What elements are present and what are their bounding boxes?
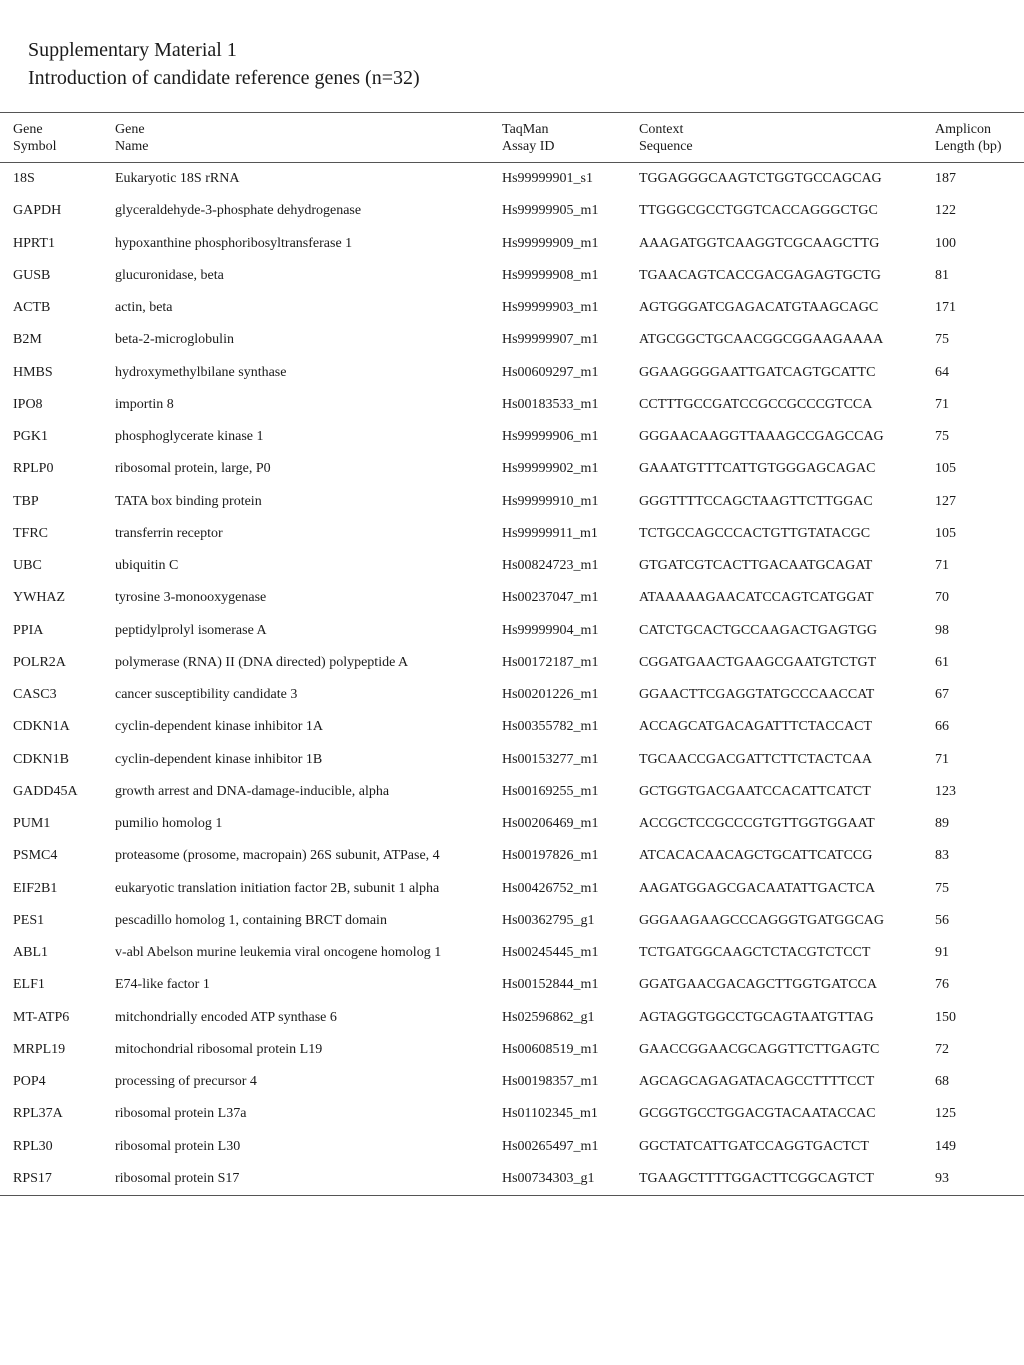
- cell-context-sequence: AGCAGCAGAGATACAGCCTTTTCCT: [639, 1074, 875, 1089]
- cell-context-sequence: ACCAGCATGACAGATTTCTACCACT: [639, 719, 873, 735]
- cell-context-sequence: TTGGGCGCCTGGTCACCAGGGCTGC: [639, 203, 878, 219]
- cell-gene-name: processing of precursor 4: [115, 1074, 257, 1089]
- title-line-1: Supplementary Material 1: [28, 39, 237, 61]
- cell-amplicon-length: 91: [935, 945, 949, 960]
- cell-gene-name: v-abl Abelson murine leukemia viral oncogene homolog 1: [115, 945, 442, 960]
- header-amplicon-length-line1: Amplicon: [935, 122, 991, 137]
- table-row: [0, 389, 1024, 421]
- cell-context-sequence: GTGATCGTCACTTGACAATGCAGAT: [639, 558, 873, 573]
- cell-assay-id: Hs00201226_m1: [502, 687, 599, 702]
- cell-gene-symbol: GAPDH: [13, 203, 62, 219]
- table-row: [0, 228, 1024, 260]
- table-row: [0, 744, 1024, 776]
- cell-amplicon-length: 76: [935, 977, 949, 993]
- table-row: [0, 260, 1024, 292]
- cell-assay-id: Hs99999911_m1: [502, 525, 598, 541]
- cell-context-sequence: CATCTGCACTGCCAAGACTGAGTGG: [639, 622, 878, 638]
- cell-context-sequence: GAACCGGAACGCAGGTTCTTGAGTC: [639, 1041, 880, 1057]
- cell-gene-symbol: RPL37A: [13, 1106, 63, 1122]
- table-row: [0, 937, 1024, 969]
- cell-gene-name: ribosomal protein, large, P0: [115, 461, 271, 477]
- cell-amplicon-length: 149: [935, 1138, 956, 1154]
- header-assay-id-line1: TaqMan: [502, 122, 549, 137]
- cell-context-sequence: TGGAGGGCAAGTCTGGTGCCAGCAG: [639, 171, 882, 186]
- table-bottom-rule: [0, 1195, 1024, 1196]
- cell-gene-name: proteasome (prosome, macropain) 26S subunit, ATPase, 4: [115, 848, 440, 864]
- cell-gene-symbol: UBC: [13, 558, 42, 573]
- cell-gene-symbol: 18S: [13, 171, 35, 186]
- cell-assay-id: Hs00362795_g1: [502, 912, 595, 928]
- cell-gene-name: glucuronidase, beta: [115, 267, 224, 283]
- table-row: [0, 1131, 1024, 1163]
- cell-gene-name: polymerase (RNA) II (DNA directed) polypeptide A: [115, 654, 409, 670]
- cell-context-sequence: GGAAGGGGAATTGATCAGTGCATTC: [639, 364, 876, 380]
- cell-gene-name: peptidylprolyl isomerase A: [115, 622, 267, 638]
- cell-gene-symbol: ACTB: [13, 300, 51, 315]
- cell-gene-name: phosphoglycerate kinase 1: [115, 429, 264, 444]
- table-row: [0, 195, 1024, 227]
- table-row: [0, 1098, 1024, 1130]
- table-row: [0, 582, 1024, 614]
- cell-context-sequence: CCTTTGCCGATCCGCCGCCCGTCCA: [639, 396, 873, 412]
- cell-assay-id: Hs00824723_m1: [502, 558, 599, 573]
- table-row: [0, 518, 1024, 550]
- cell-gene-name: ubiquitin C: [115, 558, 179, 573]
- cell-gene-symbol: YWHAZ: [13, 590, 66, 606]
- cell-assay-id: Hs02596862_g1: [502, 1009, 595, 1025]
- cell-context-sequence: TGAAGCTTTTGGACTTCGGCAGTCT: [639, 1170, 874, 1186]
- cell-context-sequence: AAGATGGAGCGACAATATTGACTCA: [639, 880, 876, 896]
- cell-gene-name: mitchondrially encoded ATP synthase 6: [115, 1009, 337, 1025]
- cell-amplicon-length: 71: [935, 558, 949, 573]
- cell-context-sequence: GGGAACAAGGTTAAAGCCGAGCCAG: [639, 429, 884, 444]
- cell-context-sequence: GGGAAGAAGCCCAGGGTGATGGCAG: [639, 912, 884, 928]
- cell-context-sequence: AGTGGGATCGAGACATGTAAGCAGC: [639, 300, 879, 315]
- cell-amplicon-length: 125: [935, 1106, 956, 1122]
- cell-context-sequence: AGTAGGTGGCCTGCAGTAATGTTAG: [639, 1009, 874, 1025]
- cell-assay-id: Hs00152844_m1: [502, 977, 599, 993]
- cell-gene-name: tyrosine 3-monooxygenase: [115, 590, 267, 606]
- cell-gene-name: transferrin receptor: [115, 525, 223, 541]
- cell-gene-name: eukaryotic translation initiation factor 2B, subunit 1 alpha: [115, 880, 440, 896]
- cell-gene-symbol: PGK1: [13, 429, 49, 444]
- table-row: [0, 711, 1024, 743]
- cell-amplicon-length: 72: [935, 1041, 949, 1057]
- cell-amplicon-length: 127: [935, 493, 956, 509]
- header-context-sequence-line1: Context: [639, 122, 684, 137]
- table-row: [0, 1163, 1024, 1195]
- cell-amplicon-length: 71: [935, 396, 949, 412]
- cell-assay-id: Hs99999905_m1: [502, 203, 599, 219]
- cell-amplicon-length: 93: [935, 1170, 949, 1186]
- cell-amplicon-length: 187: [935, 171, 956, 186]
- table-row: [0, 679, 1024, 711]
- cell-gene-name: ribosomal protein S17: [115, 1170, 240, 1186]
- cell-context-sequence: ACCGCTCCGCCCGTGTTGGTGGAAT: [639, 816, 875, 831]
- cell-context-sequence: GGCTATCATTGATCCAGGTGACTCT: [639, 1138, 869, 1154]
- cell-amplicon-length: 75: [935, 332, 949, 348]
- cell-assay-id: Hs99999906_m1: [502, 429, 599, 444]
- document-title: [28, 36, 420, 92]
- cell-gene-name: growth arrest and DNA-damage-inducible, alpha: [115, 783, 390, 799]
- header-amplicon-length: [935, 121, 1001, 155]
- header-gene-symbol-line1: Gene: [13, 122, 43, 137]
- cell-gene-symbol: ABL1: [13, 945, 48, 960]
- cell-context-sequence: GGGTTTTCCAGCTAAGTTCTTGGAC: [639, 493, 873, 509]
- cell-assay-id: Hs00265497_m1: [502, 1138, 599, 1154]
- cell-gene-name: pumilio homolog 1: [115, 816, 223, 831]
- cell-gene-name: TATA box binding protein: [115, 493, 262, 509]
- cell-gene-symbol: GADD45A: [13, 783, 78, 799]
- cell-gene-symbol: HPRT1: [13, 235, 55, 251]
- table-row: [0, 969, 1024, 1001]
- cell-gene-name: E74-like factor 1: [115, 977, 210, 993]
- cell-amplicon-length: 150: [935, 1009, 956, 1025]
- cell-assay-id: Hs00426752_m1: [502, 880, 599, 896]
- header-gene-name-line1: Gene: [115, 122, 145, 137]
- title-line-2: Introduction of candidate reference genes (n=32): [28, 67, 420, 89]
- cell-gene-name: cancer susceptibility candidate 3: [115, 687, 298, 702]
- cell-context-sequence: AAAGATGGTCAAGGTCGCAAGCTTG: [639, 235, 880, 251]
- table-row: [0, 1002, 1024, 1034]
- cell-context-sequence: ATAAAAAGAACATCCAGTCATGGAT: [639, 590, 874, 606]
- cell-gene-name: ribosomal protein L37a: [115, 1106, 247, 1122]
- header-context-sequence: [639, 121, 693, 155]
- cell-gene-symbol: MRPL19: [13, 1041, 66, 1057]
- cell-assay-id: Hs00198357_m1: [502, 1074, 599, 1089]
- cell-assay-id: Hs00734303_g1: [502, 1170, 595, 1186]
- cell-gene-symbol: RPL30: [13, 1138, 53, 1154]
- cell-context-sequence: ATCACACAACAGCTGCATTCATCCG: [639, 848, 873, 864]
- cell-amplicon-length: 100: [935, 235, 956, 251]
- table-row: [0, 163, 1024, 195]
- cell-amplicon-length: 98: [935, 622, 949, 638]
- cell-context-sequence: GCGGTGCCTGGACGTACAATACCAC: [639, 1106, 876, 1122]
- cell-gene-symbol: EIF2B1: [13, 880, 58, 896]
- cell-assay-id: Hs00355782_m1: [502, 719, 599, 735]
- cell-gene-symbol: ELF1: [13, 977, 45, 993]
- cell-amplicon-length: 64: [935, 364, 949, 380]
- header-assay-id: [502, 121, 555, 155]
- header-context-sequence-line2: Sequence: [639, 139, 693, 154]
- cell-gene-symbol: GUSB: [13, 267, 51, 283]
- cell-gene-name: ribosomal protein L30: [115, 1138, 241, 1154]
- table-row: [0, 421, 1024, 453]
- cell-gene-symbol: RPS17: [13, 1170, 52, 1186]
- cell-assay-id: Hs00153277_m1: [502, 751, 599, 767]
- table-row: [0, 615, 1024, 647]
- cell-amplicon-length: 83: [935, 848, 949, 864]
- cell-gene-name: Eukaryotic 18S rRNA: [115, 171, 240, 186]
- table-row: [0, 550, 1024, 582]
- cell-amplicon-length: 81: [935, 267, 949, 283]
- cell-assay-id: Hs99999910_m1: [502, 493, 599, 509]
- table-row: [0, 292, 1024, 324]
- cell-gene-name: hydroxymethylbilane synthase: [115, 364, 287, 380]
- cell-gene-symbol: PSMC4: [13, 848, 58, 864]
- header-gene-name-line2: Name: [115, 139, 149, 154]
- cell-amplicon-length: 56: [935, 912, 949, 928]
- cell-context-sequence: TCTGATGGCAAGCTCTACGTCTCCT: [639, 945, 871, 960]
- cell-gene-symbol: TFRC: [13, 525, 49, 541]
- cell-gene-symbol: POP4: [13, 1074, 46, 1089]
- cell-assay-id: Hs99999903_m1: [502, 300, 599, 315]
- cell-context-sequence: CGGATGAACTGAAGCGAATGTCTGT: [639, 654, 877, 670]
- cell-assay-id: Hs99999901_s1: [502, 171, 594, 186]
- table-row: [0, 486, 1024, 518]
- cell-context-sequence: GAAATGTTTCATTGTGGGAGCAGAC: [639, 461, 876, 477]
- table-row: [0, 840, 1024, 872]
- cell-context-sequence: TGAACAGTCACCGACGAGAGTGCTG: [639, 267, 881, 283]
- cell-amplicon-length: 71: [935, 751, 949, 767]
- table-body: [0, 163, 1024, 1195]
- cell-gene-name: glyceraldehyde-3-phosphate dehydrogenase: [115, 203, 362, 219]
- table-row: [0, 324, 1024, 356]
- header-gene-symbol-line2: Symbol: [13, 139, 57, 154]
- cell-gene-name: beta-2-microglobulin: [115, 332, 234, 348]
- header-assay-id-line2: Assay ID: [502, 139, 555, 154]
- table-row: [0, 808, 1024, 840]
- cell-amplicon-length: 105: [935, 461, 956, 477]
- cell-amplicon-length: 70: [935, 590, 949, 606]
- cell-gene-symbol: PPIA: [13, 622, 44, 638]
- cell-assay-id: Hs99999904_m1: [502, 622, 599, 638]
- table-row: [0, 357, 1024, 389]
- cell-gene-symbol: HMBS: [13, 364, 53, 380]
- cell-gene-name: cyclin-dependent kinase inhibitor 1B: [115, 751, 323, 767]
- cell-gene-symbol: CDKN1B: [13, 751, 70, 767]
- cell-gene-symbol: POLR2A: [13, 654, 66, 670]
- cell-assay-id: Hs00172187_m1: [502, 654, 599, 670]
- cell-gene-name: cyclin-dependent kinase inhibitor 1A: [115, 719, 323, 735]
- cell-context-sequence: GGATGAACGACAGCTTGGTGATCCA: [639, 977, 877, 993]
- cell-assay-id: Hs00609297_m1: [502, 364, 599, 380]
- cell-amplicon-length: 105: [935, 525, 956, 541]
- cell-gene-symbol: CDKN1A: [13, 719, 70, 735]
- header-gene-name: [115, 121, 148, 155]
- header-gene-symbol: [13, 121, 57, 155]
- cell-gene-symbol: B2M: [13, 332, 42, 348]
- cell-amplicon-length: 66: [935, 719, 949, 735]
- cell-gene-name: importin 8: [115, 396, 174, 412]
- cell-context-sequence: GGAACTTCGAGGTATGCCCAACCAT: [639, 687, 875, 702]
- cell-assay-id: Hs99999909_m1: [502, 235, 599, 251]
- table-row: [0, 647, 1024, 679]
- cell-gene-symbol: CASC3: [13, 687, 57, 702]
- cell-context-sequence: ATGCGGCTGCAACGGCGGAAGAAAA: [639, 332, 884, 348]
- cell-assay-id: Hs00206469_m1: [502, 816, 599, 831]
- cell-assay-id: Hs00245445_m1: [502, 945, 599, 960]
- cell-amplicon-length: 75: [935, 880, 949, 896]
- table-row: [0, 1066, 1024, 1098]
- cell-assay-id: Hs00183533_m1: [502, 396, 599, 412]
- cell-assay-id: Hs00169255_m1: [502, 783, 599, 799]
- cell-amplicon-length: 171: [935, 300, 956, 315]
- cell-assay-id: Hs01102345_m1: [502, 1106, 598, 1122]
- cell-amplicon-length: 67: [935, 687, 949, 702]
- table-row: [0, 453, 1024, 485]
- header-amplicon-length-line2: Length (bp): [935, 139, 1002, 154]
- cell-context-sequence: TGCAACCGACGATTCTTCTACTCAA: [639, 751, 872, 767]
- cell-context-sequence: TCTGCCAGCCCACTGTTGTATACGC: [639, 525, 871, 541]
- cell-amplicon-length: 61: [935, 654, 949, 670]
- cell-gene-name: mitochondrial ribosomal protein L19: [115, 1041, 323, 1057]
- table-row: [0, 873, 1024, 905]
- table-row: [0, 776, 1024, 808]
- table-top-rule: [0, 112, 1024, 113]
- cell-assay-id: Hs00237047_m1: [502, 590, 599, 606]
- cell-amplicon-length: 75: [935, 429, 949, 444]
- cell-gene-symbol: IPO8: [13, 396, 43, 412]
- cell-assay-id: Hs99999908_m1: [502, 267, 599, 283]
- cell-assay-id: Hs00197826_m1: [502, 848, 599, 864]
- cell-amplicon-length: 122: [935, 203, 956, 219]
- cell-amplicon-length: 68: [935, 1074, 949, 1089]
- cell-gene-symbol: TBP: [13, 493, 39, 509]
- cell-gene-symbol: PES1: [13, 912, 45, 928]
- cell-gene-name: pescadillo homolog 1, containing BRCT domain: [115, 912, 387, 928]
- cell-gene-symbol: PUM1: [13, 816, 51, 831]
- cell-gene-symbol: RPLP0: [13, 461, 54, 477]
- cell-amplicon-length: 89: [935, 816, 949, 831]
- cell-assay-id: Hs99999907_m1: [502, 332, 599, 348]
- table-row: [0, 1034, 1024, 1066]
- cell-assay-id: Hs99999902_m1: [502, 461, 599, 477]
- table-row: [0, 905, 1024, 937]
- cell-gene-symbol: MT-ATP6: [13, 1009, 70, 1025]
- cell-gene-name: hypoxanthine phosphoribosyltransferase 1: [115, 235, 353, 251]
- cell-gene-name: actin, beta: [115, 300, 173, 315]
- cell-context-sequence: GCTGGTGACGAATCCACATTCATCT: [639, 783, 871, 799]
- cell-assay-id: Hs00608519_m1: [502, 1041, 599, 1057]
- cell-amplicon-length: 123: [935, 783, 956, 799]
